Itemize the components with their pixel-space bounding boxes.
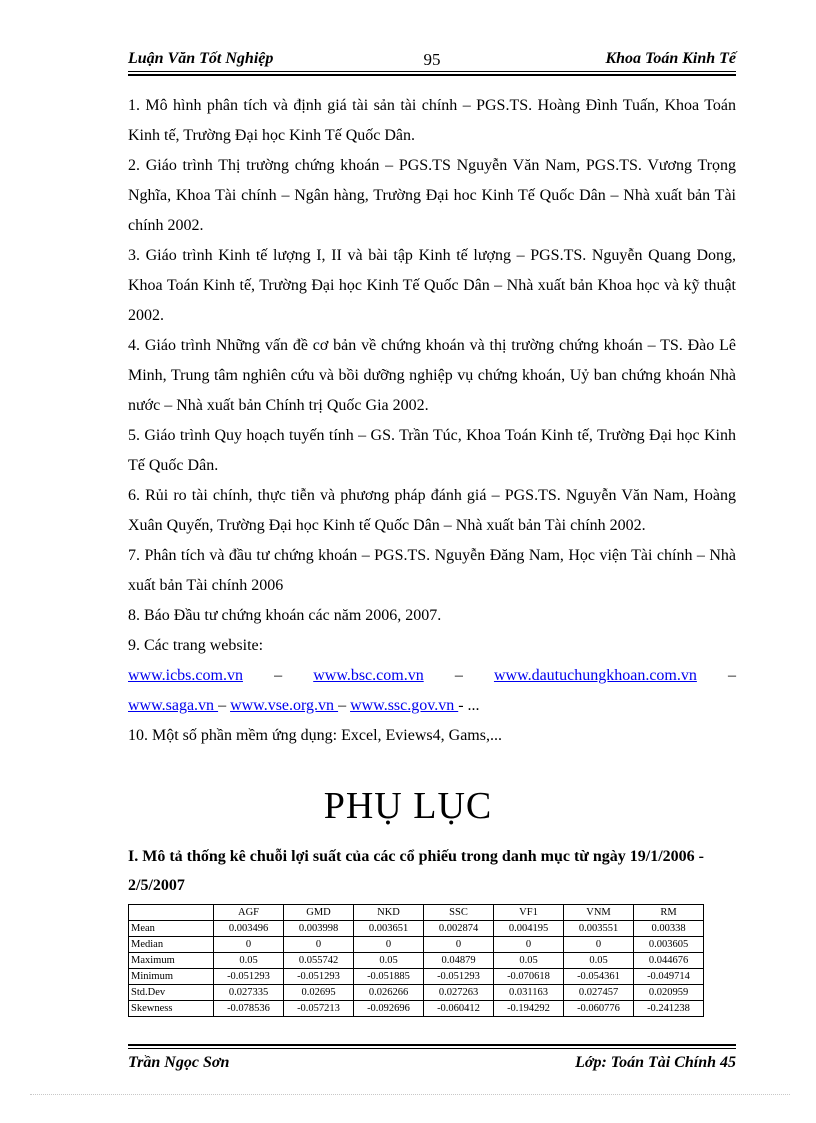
table-cell: 0.027263 [424, 985, 494, 1001]
link-saga[interactable]: www.saga.vn [128, 697, 219, 714]
table-cell: 0 [284, 937, 354, 953]
table-row [129, 985, 704, 1001]
link-separator: – [218, 697, 227, 714]
footer-rule-thick [128, 1044, 736, 1046]
table-cell: -0.051885 [354, 969, 424, 985]
table-cell: 0.05 [564, 953, 634, 969]
reference-item-2: 2. Giáo trình Thị trường chứng khoán – PGS.TS Nguyễn Văn Nam, PGS.TS. Vương Trọng Nghĩa, Khoa Tài chính – Ngân hàng, Trường Đại hoc Kinh Tế Quốc Dân – Nhà xuất bản Tài chính 2002. [128, 157, 736, 234]
table-cell: 0.003651 [354, 921, 424, 937]
link-separator: – [274, 667, 283, 684]
column-header: SSC [424, 905, 494, 921]
table-cell: 0.002874 [424, 921, 494, 937]
column-header: VNM [564, 905, 634, 921]
table-cell: 0.05 [354, 953, 424, 969]
footer-class: Lớp: Toán Tài Chính 45 [575, 1054, 736, 1071]
column-header: GMD [284, 905, 354, 921]
row-label: Median [129, 937, 214, 953]
table-cell: -0.051293 [424, 969, 494, 985]
reference-item-10: 10. Một số phần mềm ứng dụng: Excel, Eviews4, Gams,... [128, 727, 502, 744]
page-number: 95 [423, 50, 441, 69]
header-rule-thick [128, 74, 736, 76]
reference-item-5: 5. Giáo trình Quy hoạch tuyến tính – GS. Trần Túc, Khoa Toán Kinh tế, Trường Đại học Kinh Tế Quốc Dân. [128, 427, 736, 474]
reference-item-4: 4. Giáo trình Những vấn đề cơ bản về chứng khoán và thị trường chứng khoán – TS. Đào Lê Minh, Trung tâm nghiên cứu và bồi dưỡng nghiệp vụ chứng khoán, Uỷ ban chứng khoán Nhà nước – Nhà xuất bản Chính trị Quốc Gia 2002. [128, 337, 736, 414]
table-cell: 0.003551 [564, 921, 634, 937]
link-vse[interactable]: www.vse.org.vn [230, 697, 339, 714]
table-cell: -0.054361 [564, 969, 634, 985]
row-label: Minimum [129, 969, 214, 985]
header-faculty-label: Khoa Toán Kinh Tế [605, 50, 736, 67]
link-separator: – [338, 697, 347, 714]
table-cell: 0.003496 [214, 921, 284, 937]
table-cell: 0 [214, 937, 284, 953]
reference-item-7: 7. Phân tích và đầu tư chứng khoán – PGS.TS. Nguyễn Đăng Nam, Học viện Tài chính – Nhà xuất bản Tài chính 2006 [128, 547, 736, 594]
table-cell: 0 [494, 937, 564, 953]
table-cell: 0.031163 [494, 985, 564, 1001]
link-bsc[interactable]: www.bsc.com.vn [313, 667, 424, 684]
appendix-title: PHỤ LỤC [323, 785, 493, 827]
table-cell: 0.00338 [634, 921, 704, 937]
table-corner-cell [129, 905, 214, 921]
footer-rule-thin [128, 1048, 736, 1049]
table-cell: 0.020959 [634, 985, 704, 1001]
row-label: Mean [129, 921, 214, 937]
table-cell: 0.004195 [494, 921, 564, 937]
header-thesis-label: Luận Văn Tốt Nghiệp [128, 50, 274, 67]
reference-item-1: 1. Mô hình phân tích và định giá tài sản tài chính – PGS.TS. Hoàng Đình Tuấn, Khoa Toán Kinh tế, Trường Đại học Kinh Tế Quốc Dân. [128, 97, 736, 144]
link-ssc[interactable]: www.ssc.gov.vn [350, 697, 459, 714]
reference-item-9: 9. Các trang website: [128, 637, 264, 654]
table-cell: -0.194292 [494, 1001, 564, 1017]
table-cell: 0.02695 [284, 985, 354, 1001]
table-cell: -0.051293 [284, 969, 354, 985]
table-cell: -0.051293 [214, 969, 284, 985]
column-header: AGF [214, 905, 284, 921]
link-separator: – [728, 667, 736, 684]
table-cell: -0.060412 [424, 1001, 494, 1017]
table-cell: -0.092696 [354, 1001, 424, 1017]
table-cell: 0 [354, 937, 424, 953]
table-cell: -0.049714 [634, 969, 704, 985]
links-trailing-ellipsis: - ... [458, 697, 480, 714]
table-cell: 0.044676 [634, 953, 704, 969]
table-cell: 0.027457 [564, 985, 634, 1001]
references-list [128, 91, 736, 751]
table-cell: 0 [424, 937, 494, 953]
table-row [129, 921, 704, 937]
page-header [128, 46, 736, 72]
table-row [129, 1001, 704, 1017]
column-header: VF1 [494, 905, 564, 921]
table-cell: -0.057213 [284, 1001, 354, 1017]
row-label: Skewness [129, 1001, 214, 1017]
row-label: Std.Dev [129, 985, 214, 1001]
table-cell: 0.003605 [634, 937, 704, 953]
header-rule-thin [128, 71, 736, 72]
website-links [128, 661, 736, 721]
table-cell: -0.078536 [214, 1001, 284, 1017]
table-cell: 0.055742 [284, 953, 354, 969]
row-label: Maximum [129, 953, 214, 969]
section-title: I. Mô tả thống kê chuỗi lợi suất của các cổ phiếu trong danh mục từ ngày 19/1/2006 - 2/5/2007 [128, 848, 704, 894]
table-header-row [129, 905, 704, 921]
column-header: NKD [354, 905, 424, 921]
reference-item-3: 3. Giáo trình Kinh tế lượng I, II và bài tập Kinh tế lượng – PGS.TS. Nguyễn Quang Dong, Khoa Toán Kinh tế, Trường Đại học Kinh Tế Quốc Dân – Nhà xuất bản Khoa học và kỹ thuật 2002. [128, 247, 736, 324]
table-row [129, 953, 704, 969]
column-header: RM [634, 905, 704, 921]
footer-author: Trần Ngọc Sơn [128, 1054, 230, 1071]
reference-item-8: 8. Báo Đầu tư chứng khoán các năm 2006, 2007. [128, 607, 442, 624]
table-cell: -0.060776 [564, 1001, 634, 1017]
link-icbs[interactable]: www.icbs.com.vn [128, 667, 243, 684]
table-cell: 0.04879 [424, 953, 494, 969]
table-cell: 0.003998 [284, 921, 354, 937]
link-separator: – [454, 667, 463, 684]
reference-item-6: 6. Rủi ro tài chính, thực tiễn và phương pháp đánh giá – PGS.TS. Nguyễn Văn Nam, Hoàng Xuân Quyến, Trường Đại học Kinh tế Quốc Dân – Nhà xuất bản Tài chính 2002. [128, 487, 736, 534]
link-dautuchungkhoan[interactable]: www.dautuchungkhoan.com.vn [493, 667, 697, 684]
table-cell: -0.070618 [494, 969, 564, 985]
table-cell: 0.05 [214, 953, 284, 969]
table-cell: 0.026266 [354, 985, 424, 1001]
descriptive-stats-table [128, 904, 704, 1017]
table-cell: 0.027335 [214, 985, 284, 1001]
table-row [129, 937, 704, 953]
table-row [129, 969, 704, 985]
table-cell: 0.05 [494, 953, 564, 969]
table-cell: 0 [564, 937, 634, 953]
table-cell: -0.241238 [634, 1001, 704, 1017]
page-edge-divider [30, 1094, 790, 1095]
